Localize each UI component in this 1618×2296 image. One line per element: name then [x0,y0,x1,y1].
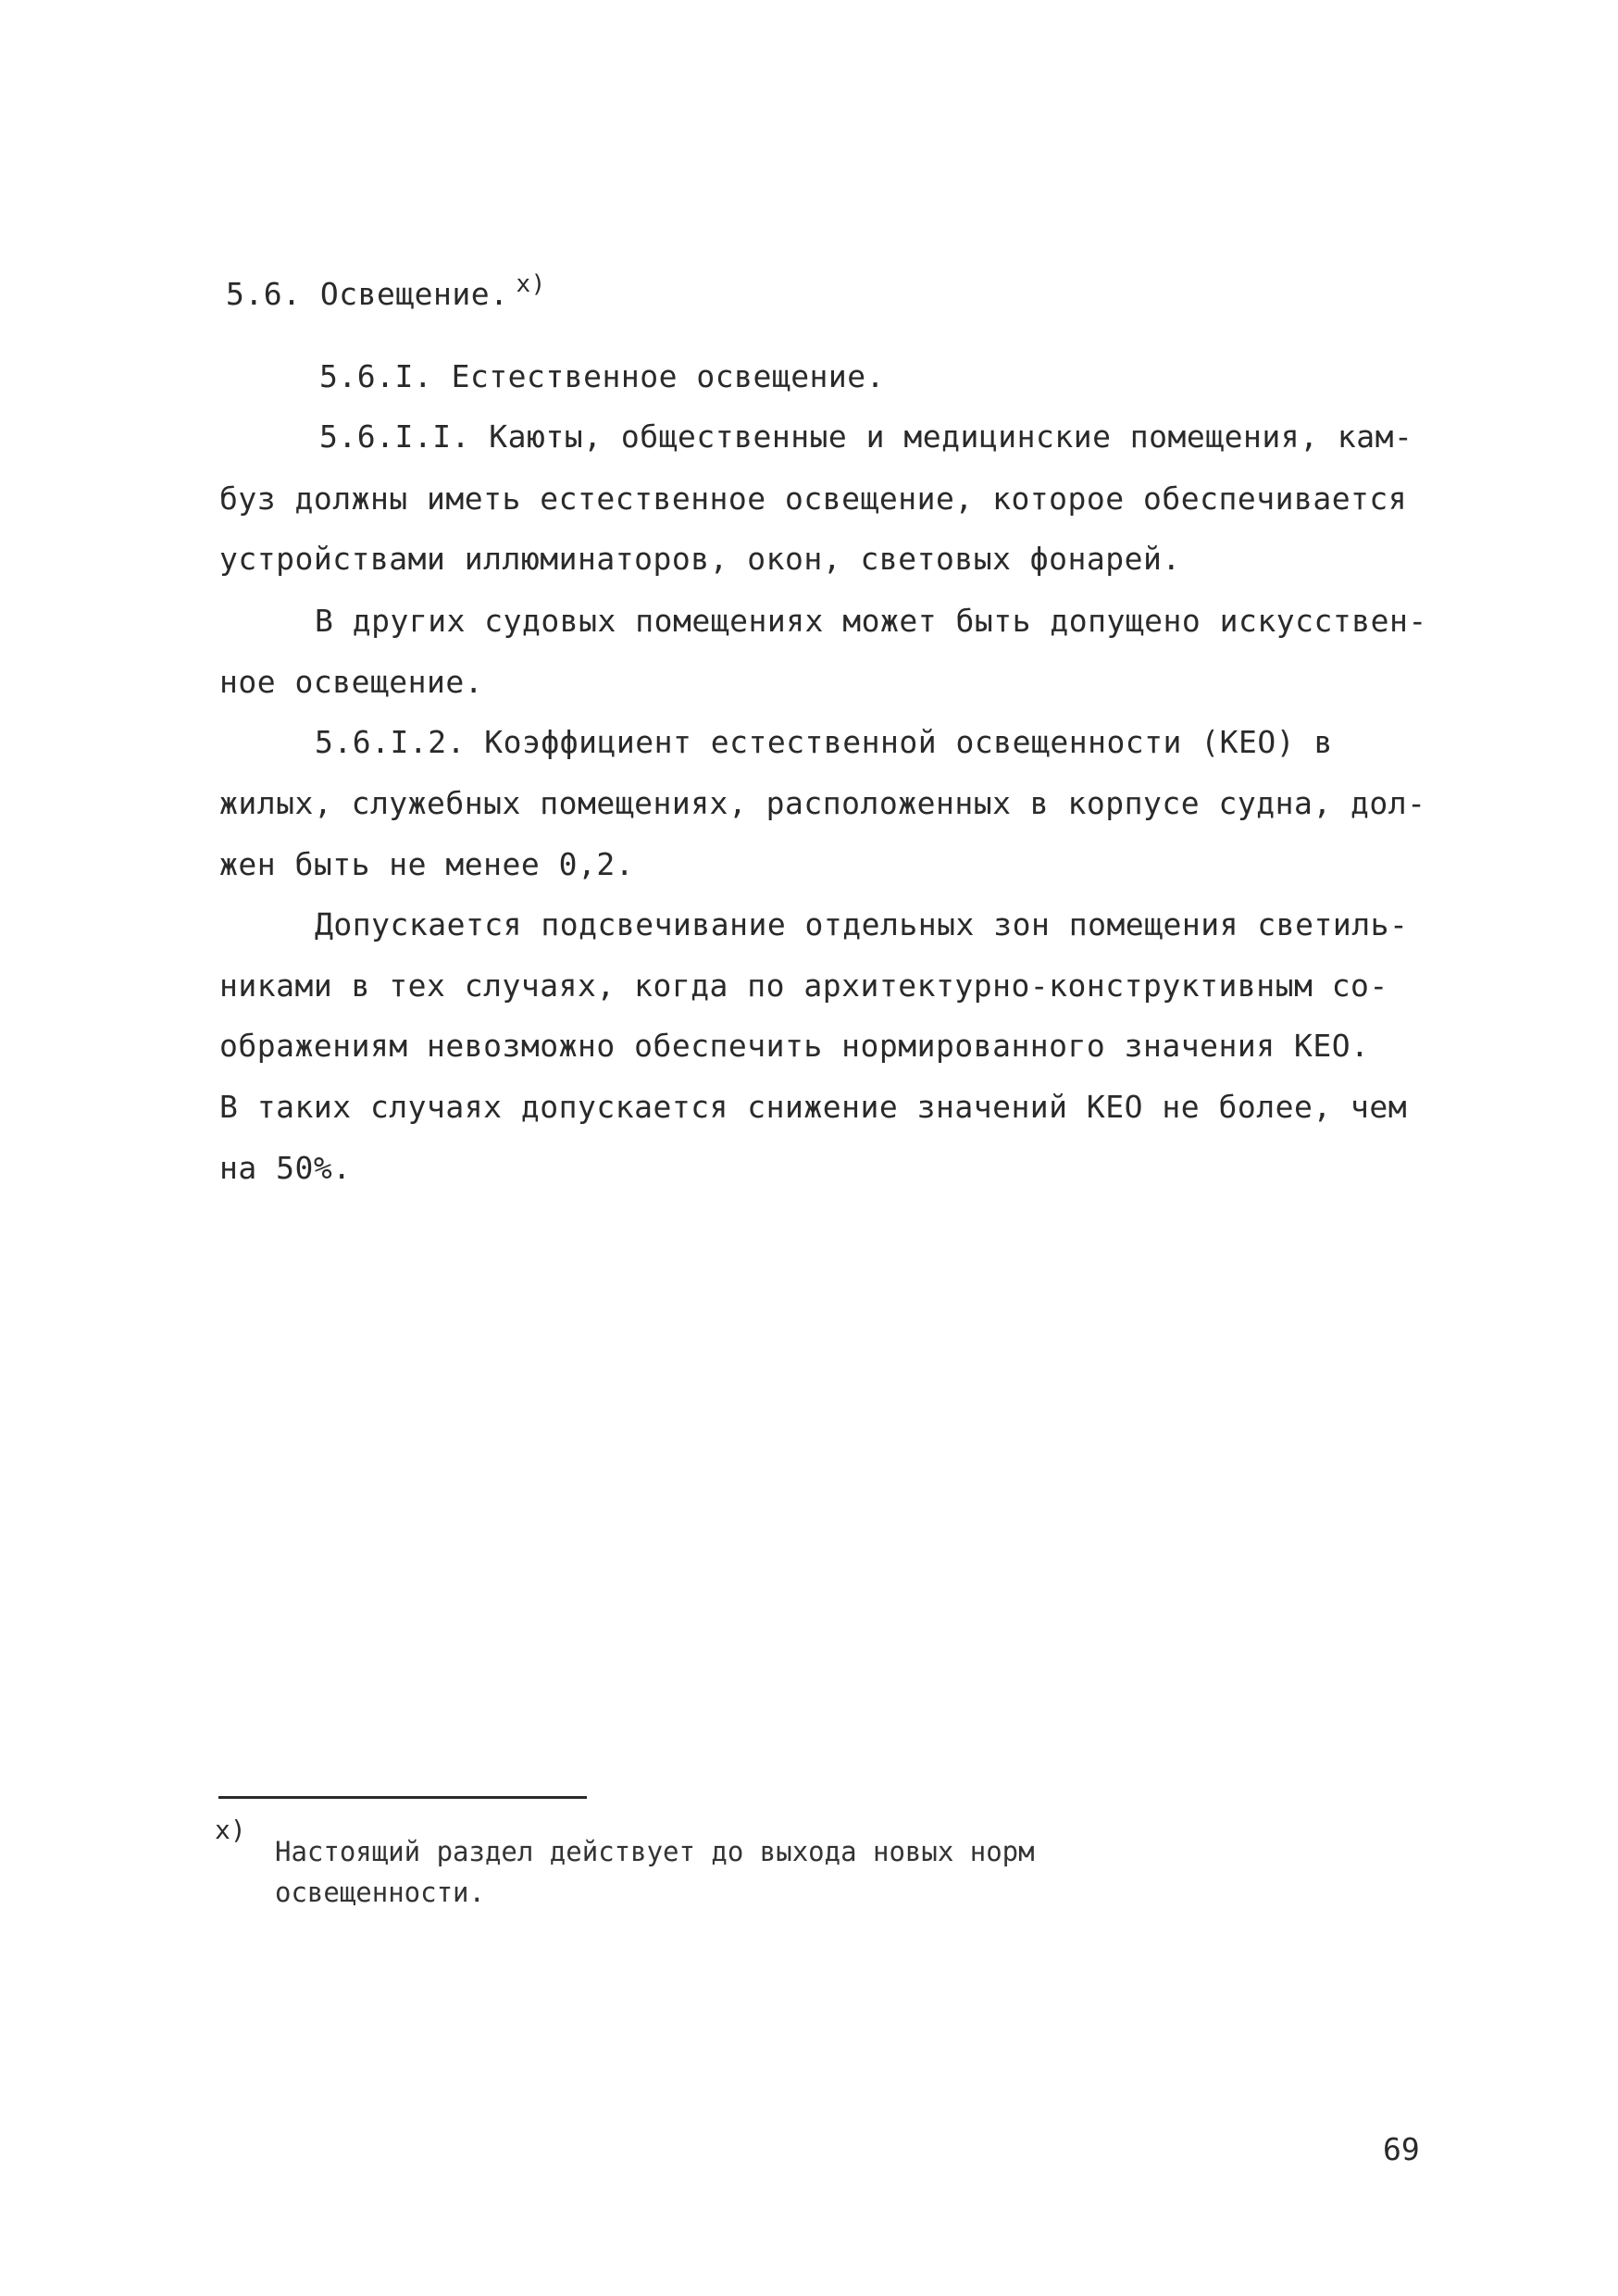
footnote-line: Настоящий раздел действует до выхода новых норм [275,1836,1035,1867]
paragraph-line: никами в тех случаях, когда по архитектурно-конструктивным со- [219,967,1388,1004]
paragraph-line: 5.6.I.I. Каюты, общественные и медицинские помещения, кам- [319,418,1413,455]
paragraph-line: на 50%. [219,1150,352,1186]
paragraph-line: ное освещение. [219,664,484,700]
section-heading [226,270,546,316]
page-number: 69 [1383,2131,1420,2167]
paragraph-line: буз должны иметь естественное освещение, которое обеспечивается [219,480,1408,517]
paragraph-line: устройствами иллюминаторов, окон, световых фонарей. [219,541,1181,577]
footnote-mark: x) [215,1815,246,1845]
section-heading-text: 5.6. Освещение. [226,276,509,312]
paragraph-line: жилых, служебных помещениях, расположенных в корпусе судна, дол- [219,785,1426,821]
paragraph-line: ображениям невозможно обеспечить нормированного значения КЕО. [219,1028,1370,1064]
footnote-separator [218,1796,587,1799]
paragraph-line: жен быть не менее 0,2. [219,846,635,882]
paragraph-line: Допускается подсвечивание отдельных зон помещения светиль- [315,906,1409,942]
footnote-reference-mark: x) [516,270,546,298]
subsection-heading: 5.6.I. Естественное освещение. [319,358,886,394]
paragraph-line: В таких случаях допускается снижение значений КЕО не более, чем [219,1089,1408,1125]
paragraph-line: 5.6.I.2. Коэффициент естественной освещенности (КЕО) в [315,724,1333,760]
footnote-line: освещенности. [275,1877,485,1908]
paragraph-line: В других судовых помещениях может быть допущено искусствен- [315,603,1427,639]
